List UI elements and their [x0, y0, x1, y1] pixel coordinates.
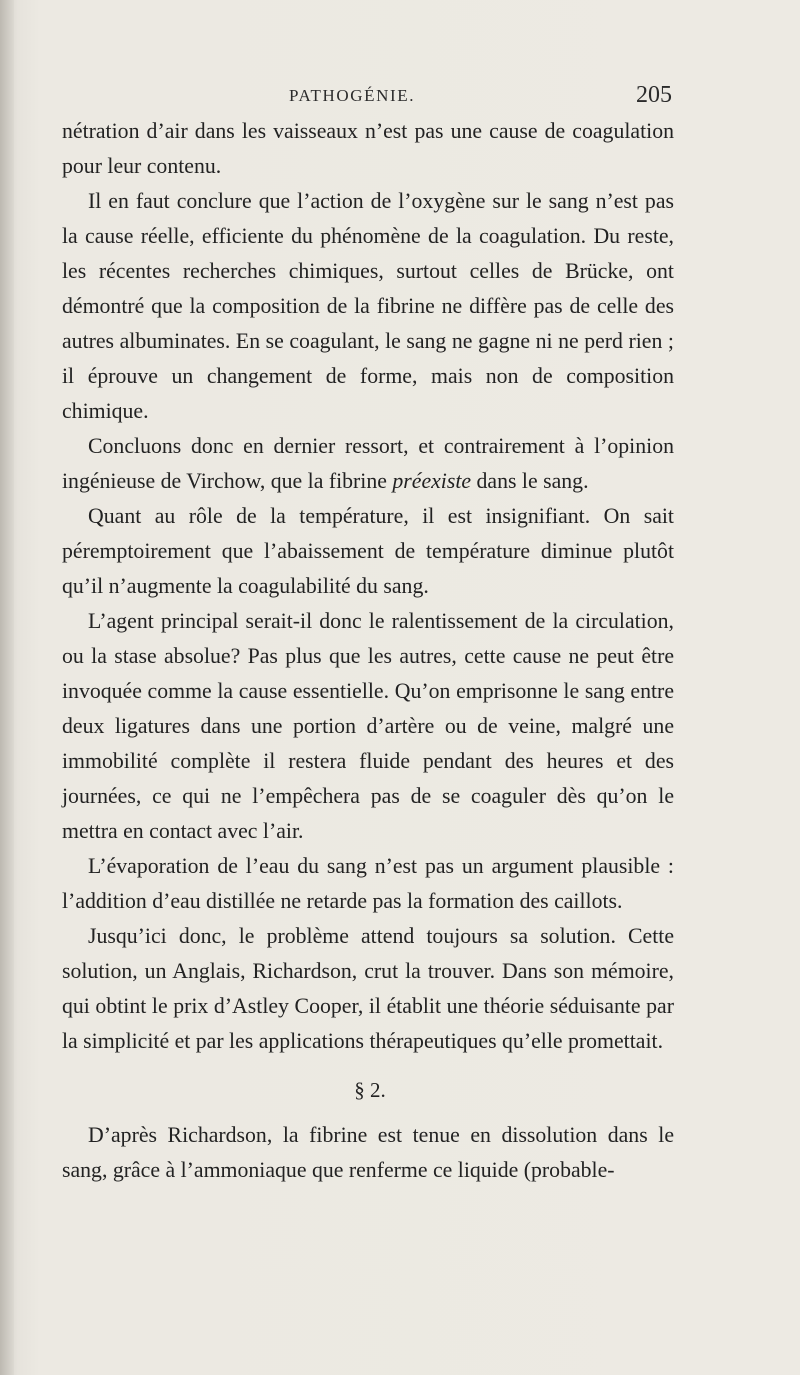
page-header: [0, 82, 800, 112]
body-text: [62, 114, 674, 1188]
paragraph-3-text-a: Concluons donc en dernier ressort, et contrairement à l’opinion ingénieuse de Virchow, que la fibrine: [62, 434, 674, 493]
paragraph-6: L’évaporation de l’eau du sang n’est pas un argument plausible : l’addition d’eau distillée ne retarde pas la formation des caillots.: [62, 854, 674, 913]
paragraph-8: D’après Richardson, la fibrine est tenue en dissolution dans le sang, grâce à l’ammoniaque que renferme ce liquide (probable-: [62, 1123, 674, 1182]
emphasis-preexiste: préexiste: [392, 469, 472, 493]
paragraph-1: nétration d’air dans les vaisseaux n’est pas une cause de coagulation pour leur contenu.: [62, 119, 674, 178]
paragraph-5: L’agent principal serait-il donc le ralentissement de la circulation, ou la stase absolue? Pas plus que les autres, cette cause ne peut être invoquée comme la cause essentielle. Qu’on emprisonne le sang entre deux ligatures dans une portion d’artère ou de veine, malgré une immobilité complète il restera fluide pendant des heures et des journées, ce qui ne l’empêchera pas de se coaguler dès qu’on le mettra en contact avec l’air.: [62, 609, 674, 843]
running-title: PATHOGÉNIE.: [289, 86, 416, 105]
paragraph-3-text-b: dans le sang.: [471, 469, 589, 493]
page-number: 205: [636, 82, 672, 108]
paragraph-3: [62, 429, 674, 499]
binding-shadow: [0, 0, 14, 1375]
paragraph-2: Il en faut conclure que l’action de l’oxygène sur le sang n’est pas la cause réelle, efficiente du phénomène de la coagulation. Du reste, les récentes recherches chimiques, surtout celles de Brücke, ont démontré que la composition de la fibrine ne diffère pas de celle des autres albuminates. En se coagulant, le sang ne gagne ni ne perd rien ; il éprouve un changement de forme, mais non de composition chimique.: [62, 189, 674, 423]
paragraph-7: Jusqu’ici donc, le problème attend toujours sa solution. Cette solution, un Anglais, Richardson, crut la trouver. Dans son mémoire, qui obtint le prix d’Astley Cooper, il établit une théorie séduisante par la simplicité et par les applications thérapeutiques qu’elle promettait.: [62, 924, 674, 1053]
section-heading: § 2.: [354, 1078, 386, 1102]
paragraph-4: Quant au rôle de la température, il est insignifiant. On sait péremptoirement que l’abaissement de température diminue plutôt qu’il n’augmente la coagulabilité du sang.: [62, 504, 674, 598]
